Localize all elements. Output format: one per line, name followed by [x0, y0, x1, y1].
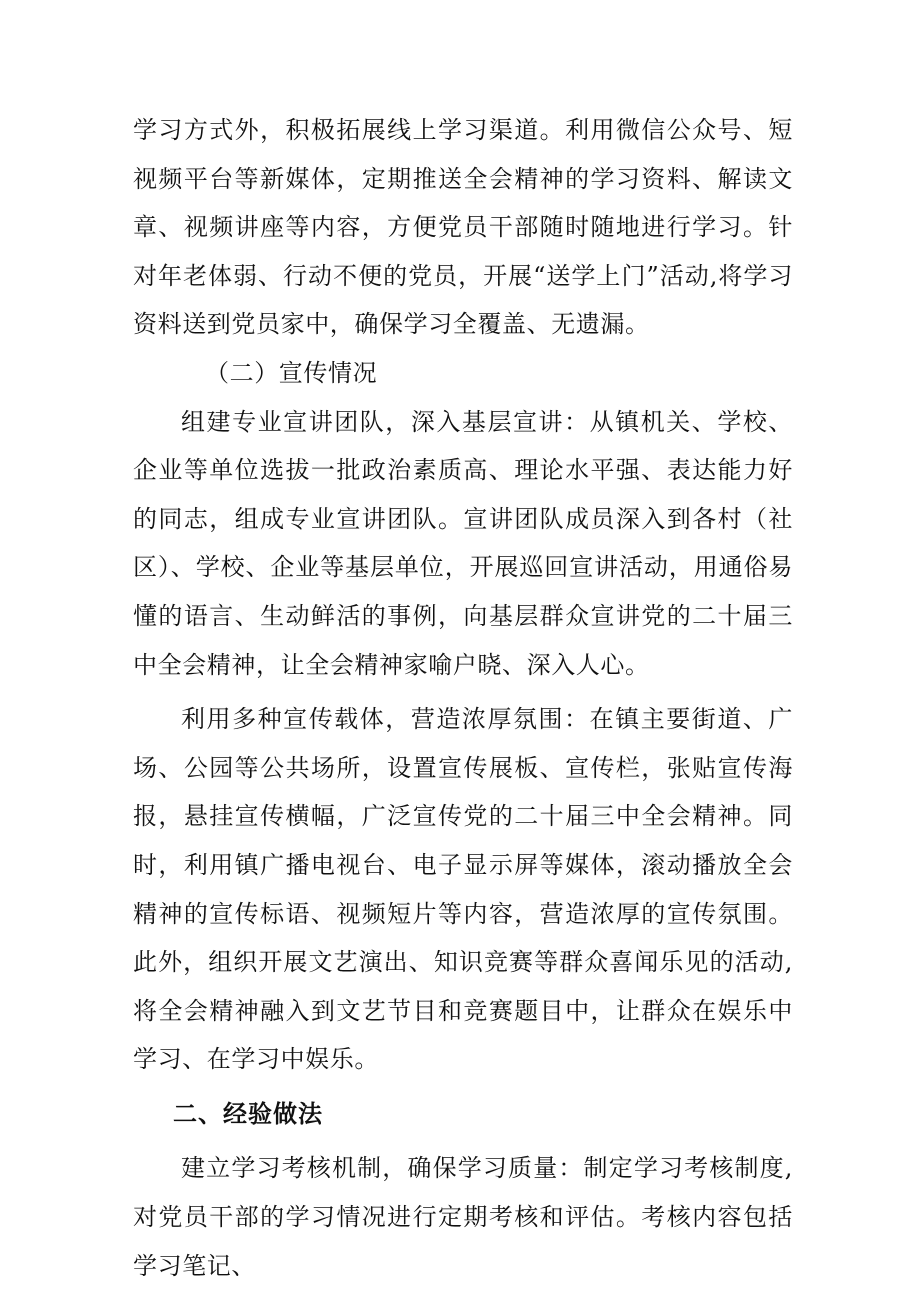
paragraph-assessment: 建立学习考核机制，确保学习质量：制定学习考核制度,对党员干部的学习情况进行定期考核和评估。考核内容包括学习笔记、: [133, 1154, 793, 1280]
paragraph-online-learning: 学习方式外，积极拓展线上学习渠道。利用微信公众号、短视频平台等新媒体，定期推送全会精神的学习资料、解读文章、视频讲座等内容，方便党员干部随时随地进行学习。针对年老体弱、行动不便的党员，开展“送学上门”活动,将学习资料送到党员家中，确保学习全覆盖、无遗漏。: [133, 116, 793, 339]
paragraph-publicity-carriers: 利用多种宣传载体，营造浓厚氛围：在镇主要街道、广场、公园等公共场所，设置宣传展板、宣传栏，张贴宣传海报，悬挂宣传横幅，广泛宣传党的二十届三中全会精神。同时，利用镇广播电视台、电子显示屏等媒体，滚动播放全会精神的宣传标语、视频短片等内容，营造浓厚的宣传氛围。此外，组织开展文艺演出、知识竞赛等群众喜闻乐见的活动,将全会精神融入到文艺节目和竞赛题目中，让群众在娱乐中学习、在学习中娱乐。: [133, 705, 793, 1074]
section-heading-experience: 二、经验做法: [173, 1099, 323, 1128]
document-body: [133, 106, 793, 1290]
paragraph-lecture-team: 组建专业宣讲团队，深入基层宣讲：从镇机关、学校、企业等单位选拔一批政治素质高、理论水平强、表达能力好的同志，组成专业宣讲团队。宣讲团队成员深入到各村（社区）、学校、企业等基层单位，开展巡回宣讲活动，用通俗易懂的语言、生动鲜活的事例，向基层群众宣讲党的二十届三中全会精神，让全会精神家喻户晓、深入人心。: [133, 407, 793, 679]
subheading-publicity: （二）宣传情况: [205, 358, 378, 387]
